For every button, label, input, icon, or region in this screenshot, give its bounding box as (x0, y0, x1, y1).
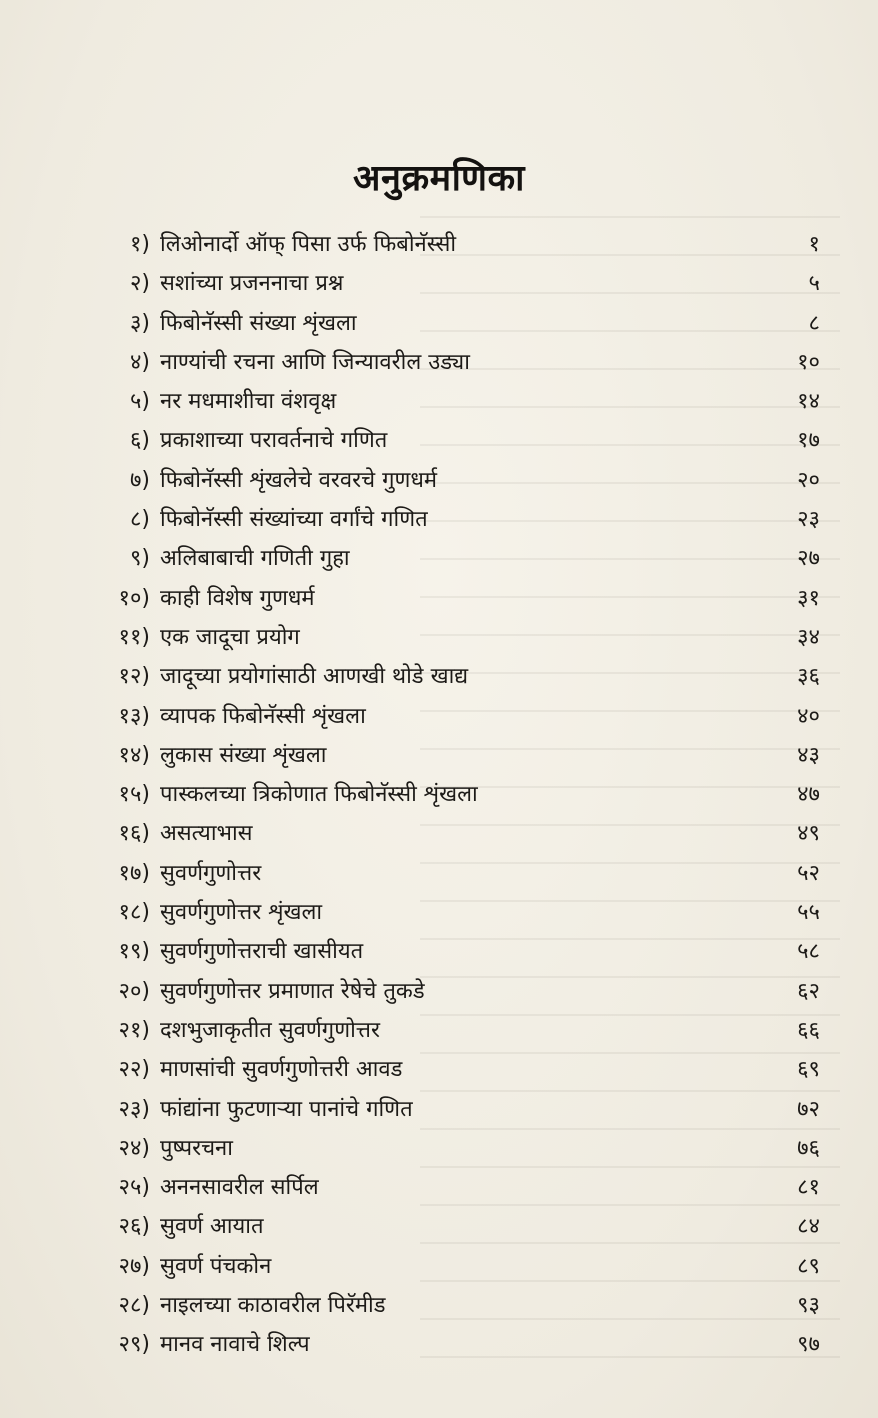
entry-title: फांद्यांना फुटणाऱ्या पानांचे गणित (160, 1096, 413, 1122)
toc-entry (0, 1090, 878, 1129)
toc-entry (0, 304, 878, 343)
toc-entry (0, 1011, 878, 1050)
entry-page: ५ (808, 271, 820, 297)
entry-number: २२) (118, 1057, 150, 1083)
toc-entry (0, 1325, 878, 1364)
entry-page: ४९ (797, 821, 820, 847)
entry-title: सुवर्णगुणोत्तर प्रमाणात रेषेचे तुकडे (160, 978, 425, 1004)
toc-entry (0, 421, 878, 460)
entry-title: जादूच्या प्रयोगांसाठी आणखी थोडे खाद्य (160, 664, 469, 690)
entry-page: ७२ (797, 1096, 820, 1122)
entry-title: व्यापक फिबोनॅस्सी शृंखला (160, 703, 366, 729)
entry-page: ९३ (797, 1293, 820, 1319)
entry-title: फिबोनॅस्सी शृंखलेचे वरवरचे गुणधर्म (160, 467, 438, 493)
toc-entry (0, 500, 878, 539)
entry-number: २६) (118, 1214, 150, 1240)
entry-number: ५) (129, 389, 150, 415)
entry-title: लिओनार्दो ऑफ् पिसा उर्फ फिबोनॅस्सी (160, 232, 457, 257)
page-title: अनुक्रमणिका (353, 158, 525, 199)
entry-number: ८) (129, 507, 150, 533)
entry-page: ८९ (797, 1253, 820, 1279)
entry-title: सुवर्ण पंचकोन (160, 1253, 272, 1279)
entry-title: लुकास संख्या शृंखला (160, 742, 327, 768)
toc-entry (0, 1050, 878, 1089)
entry-number: १०) (118, 585, 150, 611)
entry-number: ७) (129, 467, 150, 493)
entry-page: २० (797, 467, 820, 493)
entry-page: ८४ (797, 1214, 820, 1240)
entry-title: नाइलच्या काठावरील पिरॅमीड (160, 1293, 386, 1319)
entry-number: ११) (118, 624, 150, 650)
entry-page: ८१ (797, 1175, 820, 1201)
entry-number: ९) (129, 546, 150, 572)
entry-number: १७) (118, 860, 150, 886)
entry-page: २७ (797, 546, 820, 572)
entry-number: १४) (118, 742, 150, 768)
entry-number: १) (129, 232, 150, 257)
toc-entry (0, 1168, 878, 1207)
entry-page: १४ (797, 389, 820, 415)
entry-title: अननसावरील सर्पिल (160, 1175, 319, 1201)
entry-title: एक जादूचा प्रयोग (160, 624, 300, 650)
entry-title: नाण्यांची रचना आणि जिन्यावरील उड्या (160, 349, 470, 375)
entry-page: १७ (797, 428, 820, 454)
toc-entry (0, 461, 878, 500)
entry-title: माणसांची सुवर्णगुणोत्तरी आवड (160, 1057, 403, 1083)
entry-page: ८ (808, 310, 820, 336)
toc-entry (0, 579, 878, 618)
entry-page: ६२ (797, 978, 820, 1004)
entry-number: १६) (118, 821, 150, 847)
entry-page: ३१ (797, 585, 820, 611)
toc-entry (0, 382, 878, 421)
entry-number: १२) (118, 664, 150, 690)
entry-page: ४० (797, 703, 820, 729)
toc-entry (0, 854, 878, 893)
entry-number: २४) (118, 1135, 150, 1161)
entry-number: २७) (118, 1253, 150, 1279)
entry-page: १० (797, 349, 820, 375)
entry-page: ६९ (797, 1057, 820, 1083)
toc-entry (0, 775, 878, 814)
entry-title: पुष्परचना (160, 1135, 233, 1161)
entry-title: मानव नावाचे शिल्प (160, 1332, 310, 1358)
entry-page: ७६ (797, 1135, 820, 1161)
entry-page: ९७ (797, 1332, 820, 1358)
entry-title: अलिबाबाची गणिती गुहा (160, 546, 350, 572)
entry-page: ५५ (797, 900, 820, 926)
entry-page: ५८ (797, 939, 820, 965)
entry-page: २३ (797, 507, 820, 533)
toc-entry (0, 893, 878, 932)
table-of-contents (0, 225, 878, 1365)
toc-entry (0, 1247, 878, 1286)
entry-number: २३) (118, 1096, 150, 1122)
entry-number: ६) (129, 428, 150, 454)
entry-page: ४३ (797, 742, 820, 768)
entry-title: फिबोनॅस्सी संख्यांच्या वर्गांचे गणित (160, 507, 428, 533)
toc-entry (0, 264, 878, 303)
entry-page: ५२ (797, 860, 820, 886)
toc-entry (0, 539, 878, 578)
entry-number: २) (129, 271, 150, 297)
toc-entry (0, 932, 878, 971)
toc-entry (0, 697, 878, 736)
toc-entry (0, 736, 878, 775)
toc-entry (0, 1207, 878, 1246)
entry-title: पास्कलच्या त्रिकोणात फिबोनॅस्सी शृंखला (160, 782, 478, 808)
entry-number: ३) (129, 310, 150, 336)
entry-title: प्रकाशाच्या परावर्तनाचे गणित (160, 428, 388, 454)
entry-page: ६६ (797, 1017, 820, 1043)
toc-entry (0, 972, 878, 1011)
entry-title: सुवर्ण आयात (160, 1214, 264, 1240)
entry-title: नर मधमाशीचा वंशवृक्ष (160, 389, 337, 415)
entry-title: दशभुजाकृतीत सुवर्णगुणोत्तर (160, 1017, 380, 1043)
entry-number: २५) (118, 1175, 150, 1201)
toc-entry (0, 814, 878, 853)
entry-title: सुवर्णगुणोत्तर शृंखला (160, 900, 323, 926)
entry-number: २१) (118, 1017, 150, 1043)
toc-entry (0, 343, 878, 382)
entry-title: सशांच्या प्रजननाचा प्रश्न (160, 271, 344, 297)
toc-entry (0, 618, 878, 657)
entry-title: सुवर्णगुणोत्तराची खासीयत (160, 939, 364, 965)
entry-number: ४) (129, 349, 150, 375)
entry-number: १८) (118, 900, 150, 926)
entry-title: काही विशेष गुणधर्म (160, 585, 315, 611)
entry-page: ३४ (797, 624, 820, 650)
entry-number: २९) (118, 1332, 150, 1358)
toc-entry (0, 657, 878, 696)
entry-page: १ (808, 232, 820, 257)
entry-number: १५) (118, 782, 150, 808)
entry-title: असत्याभास (160, 821, 253, 847)
entry-number: १३) (118, 703, 150, 729)
entry-page: ४७ (797, 782, 820, 808)
entry-number: २८) (118, 1293, 150, 1319)
entry-page: ३६ (797, 664, 820, 690)
entry-number: १९) (118, 939, 150, 965)
toc-entry (0, 225, 878, 264)
entry-number: २०) (118, 978, 150, 1004)
toc-entry (0, 1129, 878, 1168)
toc-entry (0, 1286, 878, 1325)
entry-title: फिबोनॅस्सी संख्या शृंखला (160, 310, 357, 336)
entry-title: सुवर्णगुणोत्तर (160, 860, 262, 886)
